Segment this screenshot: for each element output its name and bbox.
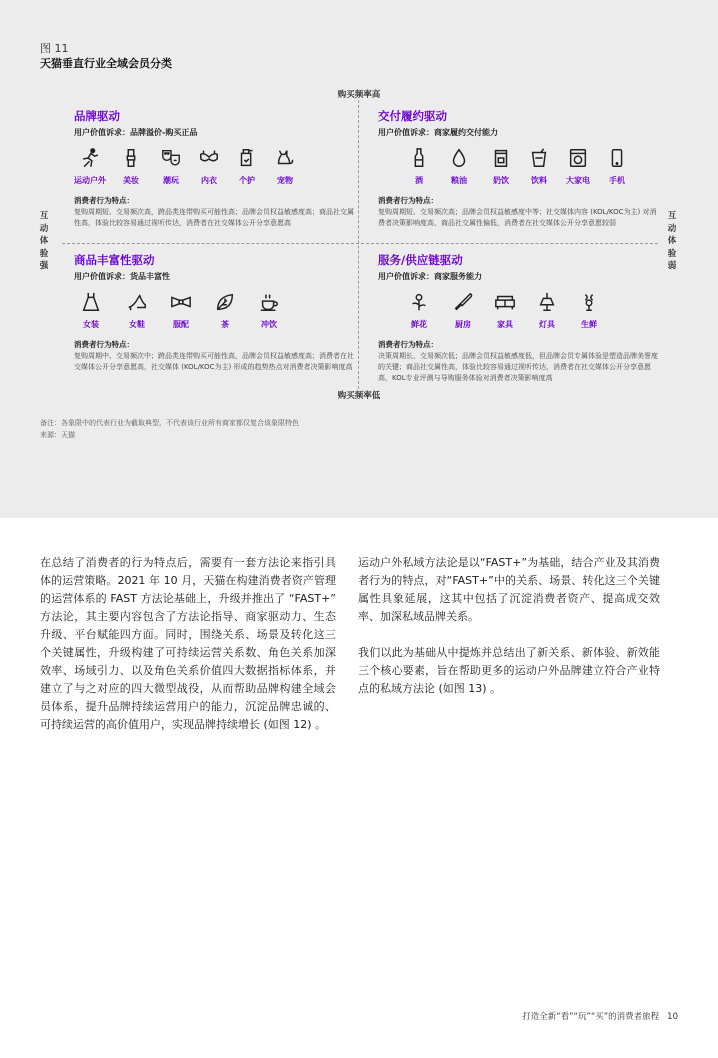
bow-tie-icon xyxy=(170,291,192,313)
behavior-title: 消费者行为特点： xyxy=(74,340,134,349)
page-number: 10 xyxy=(667,1012,678,1022)
figure-source: 来源：天猫 xyxy=(40,431,75,439)
industry-label: 茶 xyxy=(221,320,229,329)
body-paragraph: 在总结了消费者的行为特点后，需要有一套方法论来指引具体的运营策略。2021 年 10 月，天猫在构建消费者资产管理的运营体系的 FAST 方法论基础上，升级并推出了 “FAST+” 方法论，其主要内容包含了方法论指导、商家驱动力、生态升级、平台赋能四方面。同时，围绕关系、场景及转化这三个关键属性，升级构建了可持续运营关系数、角色关系加深效率、场域引力、以及角色关系价值四大数据指标体系，并建立了与之对应的四大微型战役，从而帮助品牌构建全域会员体系，提升品牌持续运营用户的能力，沉淀品牌忠诚的、可持续运营的高价值用户，实现品牌持续增长 (如图 12) 。 xyxy=(40,556,336,731)
industry-item xyxy=(74,147,106,191)
industry-item xyxy=(236,147,258,191)
industry-item xyxy=(452,291,474,335)
industry-item xyxy=(536,291,558,335)
axis-label-right: 互动体验弱 xyxy=(667,211,677,271)
industry-label: 女鞋 xyxy=(129,320,145,329)
tea-leaf-icon xyxy=(214,291,236,313)
quadrant-title: 品牌驱动 xyxy=(74,109,120,123)
figure-note: 备注：各象限中的代表行业为截取典型，不代表该行业所有商家都仅复合该象限特色 xyxy=(40,419,299,427)
industry-label: 生鲜 xyxy=(581,320,597,329)
industry-label: 女装 xyxy=(83,320,99,329)
industry-icons xyxy=(74,291,354,335)
body-paragraph: 运动户外私域方法论是以“FAST+”为基础，结合产业及其消费者行为的特点，对“FAST+”中的关系、场景、转化这三个关键属性具象延展，这其中包括了沉淀消费者资产、提高成交效率、加深私域品牌关系。 xyxy=(358,556,660,623)
industry-item xyxy=(408,147,430,191)
quadrant-value: 用户价值诉求：商家服务能力 xyxy=(378,272,482,281)
oil-drop-icon xyxy=(448,147,470,169)
axis-label-left: 互动体验强 xyxy=(39,211,49,271)
milk-carton-icon xyxy=(490,147,512,169)
drink-cup-icon xyxy=(528,147,550,169)
coffee-cup-icon xyxy=(258,291,280,313)
vertical-divider xyxy=(358,100,359,389)
footer-text: 打造全新“看”“玩”“买”的消费者旅程 xyxy=(522,1012,660,1022)
quadrant-brand-driven xyxy=(74,108,354,229)
industry-item xyxy=(170,291,192,335)
industry-item xyxy=(566,147,590,191)
industry-label: 个护 xyxy=(239,176,255,185)
figure-notes xyxy=(40,417,299,441)
behavior-text: 复购周期短、交易频次高，跨品类连带购买可能性高；品牌会员权益敏感度高；商品社交属性高，体验比较容易通过视听传达，消费者在社交媒体公开分享意愿高 xyxy=(74,208,354,227)
industry-item xyxy=(408,291,430,335)
quadrant-title: 交付履约驱动 xyxy=(378,109,447,123)
quadrant-title: 商品丰富性驱动 xyxy=(74,253,155,267)
kitchen-knife-icon xyxy=(452,291,474,313)
industry-item xyxy=(274,147,296,191)
industry-label: 灯具 xyxy=(539,320,555,329)
industry-item xyxy=(490,147,512,191)
mobile-phone-icon xyxy=(606,147,628,169)
quadrant-value: 用户价值诉求：货品丰富性 xyxy=(74,272,170,281)
industry-item xyxy=(528,147,550,191)
axis-label-bottom: 购买频率低 xyxy=(337,391,381,401)
figure-title: 天猫垂直行业全域会员分类 xyxy=(40,57,172,70)
body-column-right xyxy=(358,554,660,716)
behavior-title: 消费者行为特点： xyxy=(74,196,134,205)
industry-label: 宠物 xyxy=(277,176,293,185)
sofa-icon xyxy=(494,291,516,313)
industry-label: 奶饮 xyxy=(493,176,509,185)
industry-item xyxy=(126,291,148,335)
industry-item xyxy=(494,291,516,335)
cat-icon xyxy=(274,147,296,169)
industry-label: 潮玩 xyxy=(163,176,179,185)
industry-icons xyxy=(378,147,658,191)
dress-icon xyxy=(80,291,102,313)
industry-label: 家具 xyxy=(497,320,513,329)
industry-item xyxy=(448,147,470,191)
high-heel-icon xyxy=(126,291,148,313)
horizontal-divider xyxy=(62,243,658,244)
quadrant-variety-driven xyxy=(74,252,354,373)
behavior-title: 消费者行为特点： xyxy=(378,340,438,349)
industry-label: 饮料 xyxy=(531,176,547,185)
behavior-text: 复购周期短、交易频次高；品牌会员权益敏感度中等；社交媒体内容 (KOL/KOC为主) 对消费者决策影响度高，商品社交属性偏低，消费者在社交媒体公开分享意愿较弱 xyxy=(378,208,657,227)
behavior-text: 决策周期长、交易频次低；品牌会员权益敏感度低，但品牌会员专属体验是塑造品牌美誉度的关键；商品社交属性高，体验比较容易通过视听传达，消费者在社交媒体公开分享意愿高，KOL专业评测与导购服务体验对消费者决策影响度高 xyxy=(378,352,658,382)
industry-label: 冲饮 xyxy=(261,320,277,329)
industry-item xyxy=(606,147,628,191)
behavior-title: 消费者行为特点： xyxy=(378,196,438,205)
industry-item xyxy=(198,147,220,191)
industry-item xyxy=(214,291,236,335)
figure-number: 图 11 xyxy=(40,42,69,55)
industry-item xyxy=(258,291,280,335)
industry-item xyxy=(578,291,600,335)
industry-label: 内衣 xyxy=(201,176,217,185)
runner-icon xyxy=(79,147,101,169)
washing-machine-icon xyxy=(567,147,589,169)
bra-icon xyxy=(198,147,220,169)
masks-icon xyxy=(160,147,182,169)
lipstick-icon xyxy=(120,147,142,169)
body-paragraph: 我们以此为基础从中提炼并总结出了新关系、新体验、新效能三个核心要素，旨在帮助更多的运动户外品牌建立符合产业特点的私域方法论 (如图 13) 。 xyxy=(358,646,660,695)
industry-item xyxy=(80,291,102,335)
industry-label: 手机 xyxy=(609,176,625,185)
industry-label: 服配 xyxy=(173,320,189,329)
industry-label: 厨房 xyxy=(455,320,471,329)
industry-item xyxy=(120,147,142,191)
industry-icons xyxy=(378,291,658,335)
industry-label: 粮油 xyxy=(451,176,467,185)
body-column-left xyxy=(40,554,336,752)
industry-label: 美妆 xyxy=(123,176,139,185)
spray-bottle-icon xyxy=(236,147,258,169)
lamp-icon xyxy=(536,291,558,313)
behavior-text: 复购周期中、交易频次中；跨品类连带购买可能性高，品牌会员权益敏感度高；消费者在社交媒体公开分享意愿高，社交媒体 (KOL/KOC为主) 形成的趋势热点对消费者决策影响度高 xyxy=(74,352,354,371)
quadrant-title: 服务/供应链驱动 xyxy=(378,253,463,267)
industry-label: 鲜花 xyxy=(411,320,427,329)
quadrant-value: 用户价值诉求：品牌溢价-购买正品 xyxy=(74,128,198,137)
page-footer xyxy=(522,1010,678,1022)
quadrant-service-driven xyxy=(378,252,658,384)
industry-label: 大家电 xyxy=(566,176,590,185)
quadrant-fulfillment-driven xyxy=(378,108,658,229)
industry-label: 酒 xyxy=(415,176,423,185)
industry-label: 运动户外 xyxy=(74,176,106,185)
axis-label-top: 购买频率高 xyxy=(337,90,381,100)
industry-icons xyxy=(74,147,354,191)
fresh-food-icon xyxy=(578,291,600,313)
wine-bottle-icon xyxy=(408,147,430,169)
industry-item xyxy=(160,147,182,191)
quadrant-value: 用户价值诉求：商家履约交付能力 xyxy=(378,128,498,137)
flower-icon xyxy=(408,291,430,313)
